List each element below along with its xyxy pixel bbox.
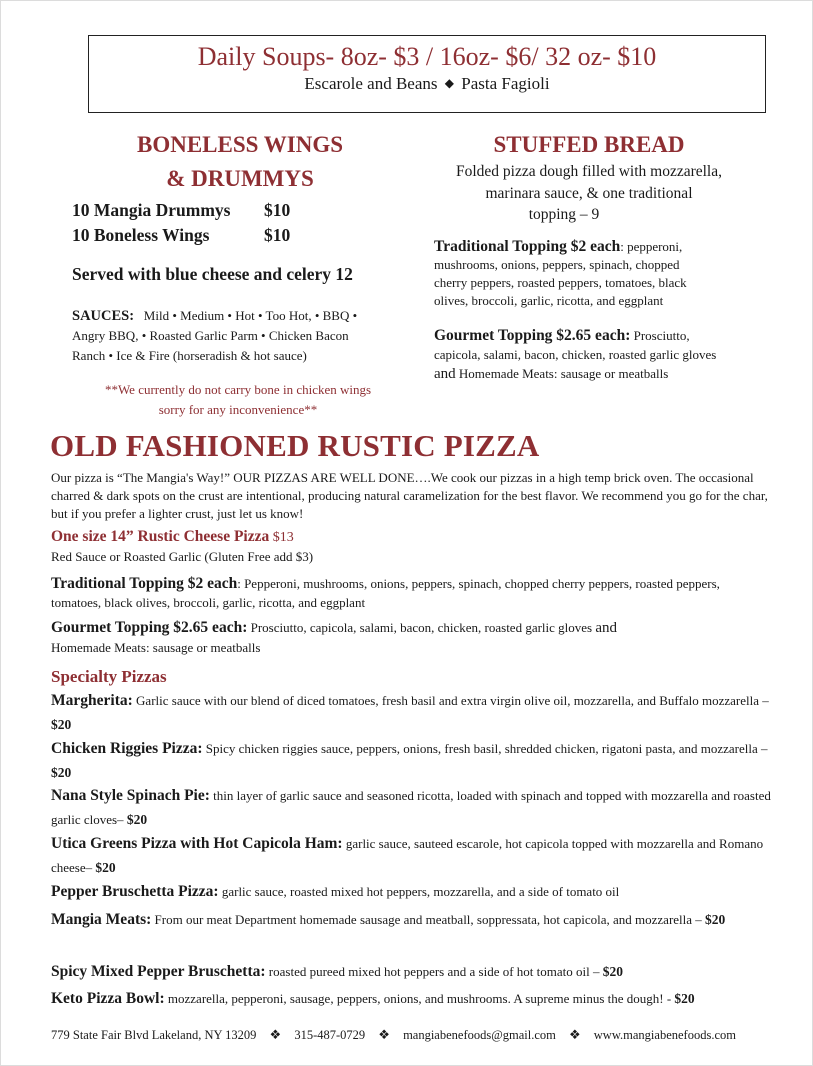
specialty-pizza-item: Spicy Mixed Pepper Bruschetta: roasted pureed mixed hot peppers and a side of hot tomato oil – $20 (51, 963, 623, 980)
specialty-pizza-item: Mangia Meats: From our meat Department homemade sausage and meatball, soppressata, hot capicola, and mozzarella – $20 (51, 911, 726, 928)
footer-website[interactable]: www.mangiabenefoods.com (593, 1028, 736, 1042)
soups-title: Daily Soups- 8oz- $3 / 16oz- $6/ 32 oz- $10 (197, 42, 657, 71)
stuffed-gourmet-toppings: Gourmet Topping $2.65 each: Prosciutto, capicola, salami, bacon, chicken, roasted garlic gloves and Homemade Meats: sausage or meatballs (434, 327, 717, 382)
footer-email[interactable]: mangiabenefoods@gmail.com (403, 1028, 556, 1042)
footer-separator-icon: ❖ (269, 1027, 282, 1042)
specialty-pizza-item: Keto Pizza Bowl: mozzarella, pepperoni, sausage, peppers, onions, and mushrooms. A supreme minus the dough! - $20 (51, 990, 695, 1007)
sauces-list: SAUCES: Mild • Medium • Hot • Too Hot, • BBQ • Angry BBQ, • Roasted Garlic Parm • Chicken Bacon Ranch • Ice & Fire (horseradish & hot sauce) (72, 308, 358, 363)
specialty-pizza-item: Nana Style Spinach Pie: thin layer of garlic sauce and seasoned ricotta, loaded with spinach and topped with mozzarella and roasted garlic cloves– $20 (51, 787, 771, 827)
stuffed-bread-section (434, 128, 744, 162)
pizza-gourmet-toppings: Gourmet Topping $2.65 each: Prosciutto, capicola, salami, bacon, chicken, roasted garlic gloves and Homemade Meats: sausage or meatballs (51, 619, 618, 655)
soup-item: Escarole and Beans (304, 74, 438, 93)
specialty-pizza-item: Chicken Riggies Pizza: Spicy chicken riggies sauce, peppers, onions, fresh basil, shredded chicken, rigatoni pasta, and mozzarella – $20 (51, 740, 768, 780)
footer-separator-icon: ❖ (568, 1027, 581, 1042)
bone-in-notice: **We currently do not carry bone in chicken wings sorry for any inconvenience** (104, 382, 372, 417)
cheese-pizza-sub: Red Sauce or Roasted Garlic (Gluten Free add $3) (51, 549, 314, 564)
wings-title-line2: & DRUMMYS (166, 166, 314, 191)
pizza-intro: Our pizza is “The Mangia's Way!” OUR PIZZAS ARE WELL DONE….We cook our pizzas in a high temp brick oven. The occasional charred & dark spots on the crust are intentional, producing natural caramelization for the best flavor. We recommend you go for the char, but if you prefer a lighter crust, just let us know! (51, 470, 768, 521)
pizza-title: OLD FASHIONED RUSTIC PIZZA (50, 428, 540, 463)
wings-title-line1: BONELESS WINGS (136, 132, 344, 157)
soups-list (89, 74, 765, 94)
diamond-separator-icon: ◆ (444, 76, 455, 90)
wings-item: 10 Mangia Drummys $10 (72, 200, 291, 220)
wings-items (72, 198, 290, 248)
footer-contact (51, 1027, 781, 1043)
specialty-title: Specialty Pizzas (51, 667, 167, 686)
wings-section (70, 128, 410, 196)
sauces-label: SAUCES: (72, 308, 135, 324)
footer-address: 779 State Fair Blvd Lakeland, NY 13209 (51, 1028, 257, 1042)
footer-phone[interactable]: 315-487-0729 (294, 1028, 366, 1042)
specialty-pizza-item: Pepper Bruschetta Pizza: garlic sauce, roasted mixed hot peppers, mozzarella, and a side of tomato oil (51, 883, 620, 900)
served-with: Served with blue cheese and celery 12 (72, 264, 353, 284)
specialty-pizza-item: Margherita: Garlic sauce with our blend of diced tomatoes, fresh basil and extra virgin olive oil, mozzarella, and Buffalo mozzarella – $20 (51, 692, 769, 732)
specialty-pizza-item: Utica Greens Pizza with Hot Capicola Ham: garlic sauce, sauteed escarole, hot capicola topped with mozzarella and Romano cheese– $20 (51, 835, 764, 875)
cheese-pizza: One size 14” Rustic Cheese Pizza $13 (51, 528, 294, 545)
pizza-traditional-toppings: Traditional Topping $2 each: Pepperoni, mushrooms, onions, peppers, spinach, chopped cherry peppers, roasted peppers, tomatoes, black olives, broccoli, garlic, ricotta, and eggplant (51, 575, 720, 610)
stuffed-bread-title: STUFFED BREAD (493, 132, 685, 157)
wings-item: 10 Boneless Wings $10 (72, 225, 291, 245)
stuffed-bread-description: Folded pizza dough filled with mozzarella, marinara sauce, & one traditional topping – 9 (456, 163, 722, 223)
daily-soups-box (88, 35, 766, 113)
stuffed-traditional-toppings: Traditional Topping $2 each: pepperoni, mushrooms, onions, peppers, spinach, chopped cherry peppers, roasted peppers, tomatoes, black olives, broccoli, garlic, ricotta, and eggplant (434, 238, 687, 308)
soup-item: Pasta Fagioli (461, 74, 550, 93)
footer-separator-icon: ❖ (378, 1027, 390, 1042)
